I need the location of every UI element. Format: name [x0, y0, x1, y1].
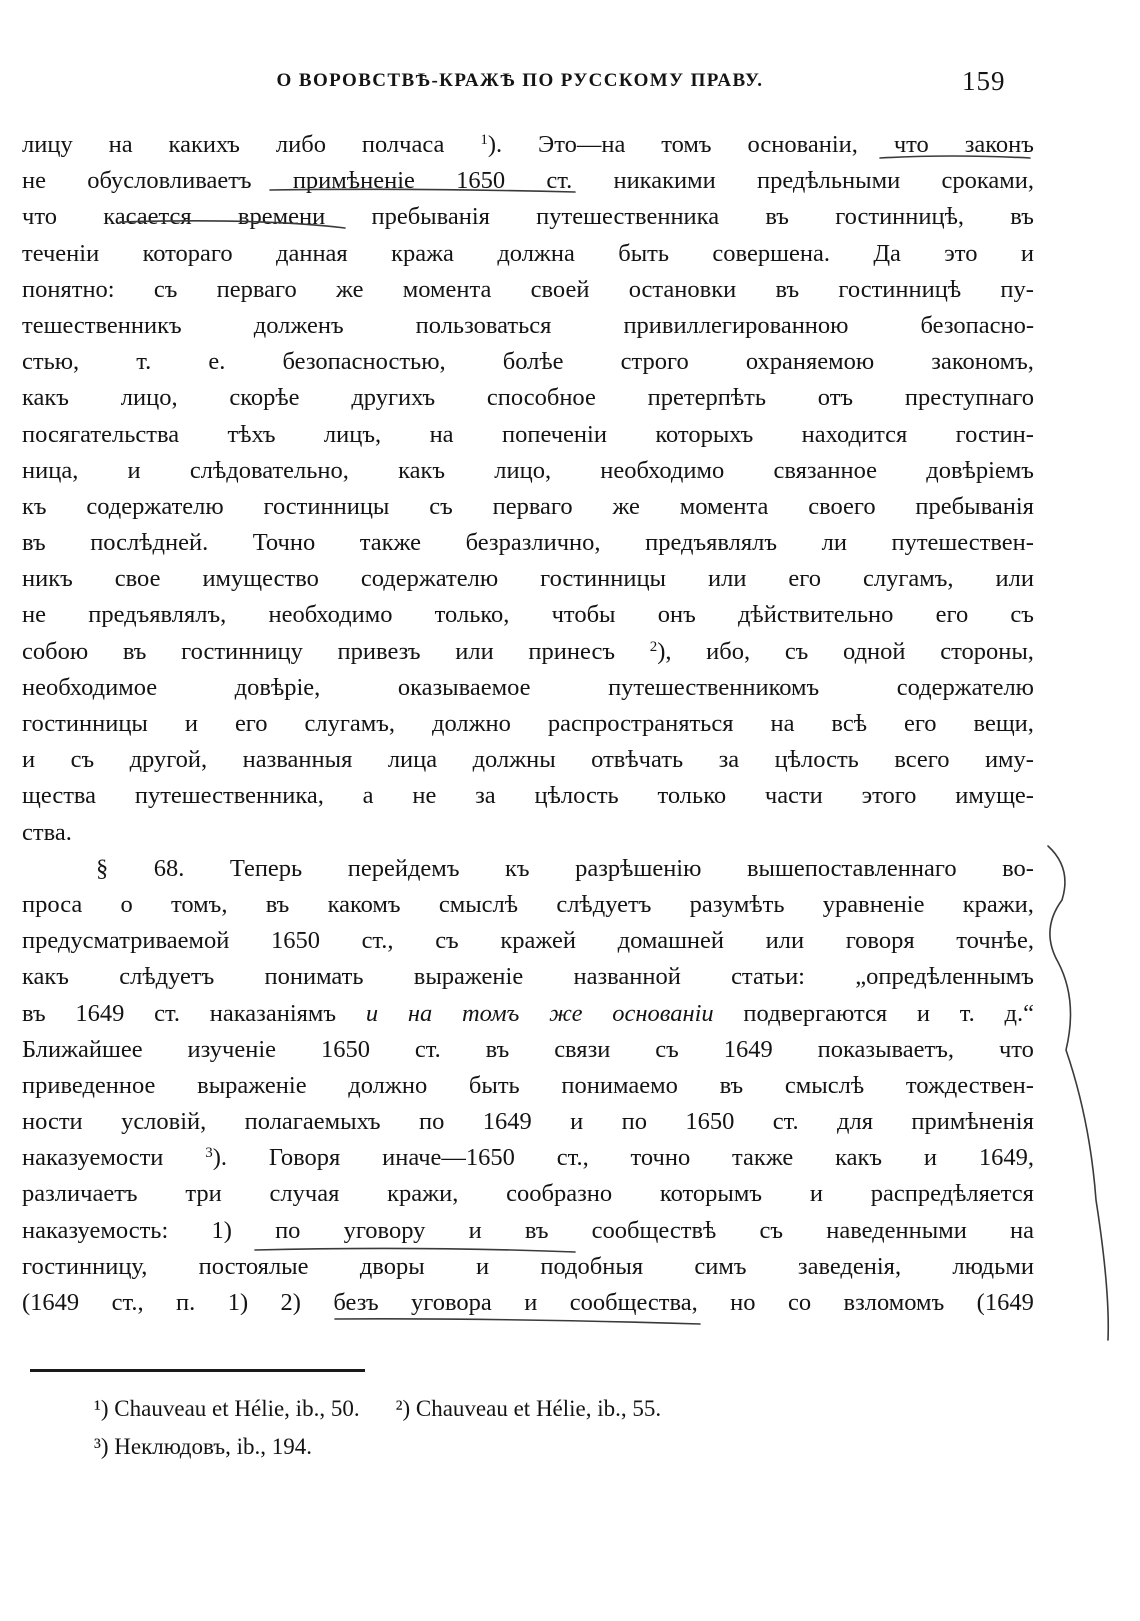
footnote-1: ¹) Chauveau et Hélie, ib., 50.: [94, 1396, 360, 1421]
text-line: необходимое довѣріе, оказываемое путешественникомъ содержателю: [22, 673, 1034, 701]
text-line: посягательства тѣхъ лицъ, на попеченіи которыхъ находится гостин-: [22, 420, 1034, 448]
text-line: не предъявлялъ, необходимо только, чтобы онъ дѣйствительно его съ: [22, 601, 1034, 629]
text-line: наказуемость: 1) по уговору и въ сообществѣ съ наведенными на: [22, 1216, 1034, 1244]
page-number: 159: [962, 66, 1006, 96]
text-line: теченіи котораго данная кража должна быть совершена. Да это и: [22, 239, 1034, 267]
text-line: Ближайшее изученіе 1650 ст. въ связи съ 1649 показываетъ, что: [22, 1035, 1034, 1063]
text-line: не обусловливаетъ примѣненіе 1650 ст. никакими предѣльными сроками,: [22, 167, 1034, 195]
text-line: гостинницу, постоялые дворы и подобныя симъ заведенія, людьми: [22, 1252, 1034, 1280]
text-line: лицу на какихъ либо полчаса $^1$). Это—на томъ основаніи, что законъ: [22, 131, 1034, 158]
text-line: въ послѣдней. Точно также безразлично, предъявлялъ ли путешествен-: [22, 529, 1034, 557]
text-line: различаетъ три случая кражи, сообразно которымъ и распредѣляется: [22, 1180, 1034, 1208]
text-line: гостинницы и его слугамъ, должно распространяться на всѣ его вещи,: [22, 710, 1034, 737]
text-line: приведенное выраженіе должно быть понимаемо въ смыслѣ тождествен-: [22, 1071, 1034, 1099]
text-line: щества путешественника, а не за цѣлость только части этого имуще-: [22, 782, 1034, 810]
footnote-3: ³) Неклюдовъ, ib., 194.: [94, 1434, 313, 1459]
text-line: § 68. Теперь перейдемъ къ разрѣшенію вышепоставленнаго во-: [96, 854, 1034, 882]
text-line: ства.: [22, 818, 72, 846]
footnote-line: [94, 1390, 661, 1428]
body-text: [22, 127, 1034, 1321]
text-line: (1649 ст., п. 1) 2) безъ уговора и сообщества, но со взломомъ (1649: [22, 1289, 1034, 1316]
text-line: что касается времени пребыванія путешественника въ гостинницѣ, въ: [22, 203, 1034, 231]
text-line: наказуемости $^3$). Говоря иначе—1650 ст., точно также какъ и 1649,: [22, 1144, 1034, 1172]
text-line: собою въ гостинницу привезъ или принесъ $^2$), ибо, съ одной стороны,: [22, 637, 1034, 665]
text-line: въ 1649 ст. наказаніямъ и на томъ же основаніи подвергаются и т. д.“: [22, 999, 1034, 1027]
text-line: никъ свое имущество содержателю гостинницы или его слугамъ, или: [22, 565, 1034, 593]
text-line: проса о томъ, въ какомъ смыслѣ слѣдуетъ разумѣть уравненіе кражи,: [22, 890, 1034, 918]
footnotes: [94, 1390, 661, 1466]
text-line: къ содержателю гостинницы съ перваго же момента своего пребыванія: [22, 492, 1034, 520]
pencil-margin-brace: [1048, 846, 1108, 1340]
footnote-rule: [30, 1369, 365, 1372]
text-line: и съ другой, названныя лица должны отвѣчать за цѣлость всего иму-: [22, 746, 1034, 774]
footnote-2: ²) Chauveau et Hélie, ib., 55.: [395, 1396, 662, 1421]
footnote-line: [94, 1428, 661, 1466]
text-line: ности условій, полагаемыхъ по 1649 и по 1650 ст. для примѣненія: [22, 1108, 1034, 1136]
running-head: О ВОРОВСТВѢ-КРАЖѢ ПО РУССКОМУ ПРАВУ.: [276, 70, 764, 91]
text-line: стью, т. е. безопасностью, болѣе строго охраняемою закономъ,: [22, 348, 1034, 376]
text-line: какъ лицо, скорѣе другихъ способное претерпѣть отъ преступнаго: [22, 384, 1034, 412]
text-line: предусматриваемой 1650 ст., съ кражей домашней или говоря точнѣе,: [22, 927, 1034, 955]
text-line: тешественникъ долженъ пользоваться привиллегированною безопасно-: [22, 311, 1034, 339]
text-line: ница, и слѣдовательно, какъ лицо, необходимо связанное довѣріемъ: [22, 456, 1034, 484]
text-line: понятно: съ перваго же момента своей остановки въ гостинницѣ пу-: [22, 275, 1034, 303]
text-line: какъ слѣдуетъ понимать выраженіе названной статьи: „опредѣленнымъ: [22, 963, 1034, 991]
